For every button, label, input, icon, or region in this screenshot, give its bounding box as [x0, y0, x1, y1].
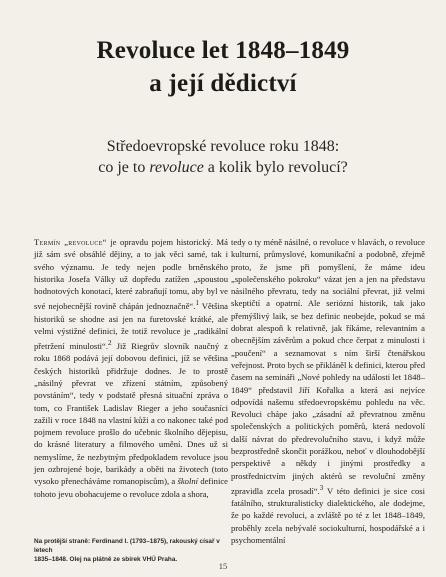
right-paragraph	[231, 236, 425, 546]
left-text-2: Většina historiků se shodne asi jen na furetovské krátké, ale velmi výstižné definici, že totiž revoluce je „radikální přetržení minulosti“.	[34, 301, 228, 352]
footnote-marker-3: 3	[319, 483, 324, 492]
left-emphasis: školní	[177, 476, 199, 487]
chapter-title-line-1: Revoluce let 1848–1849	[96, 37, 350, 64]
chapter-title	[0, 34, 446, 100]
left-paragraph	[34, 236, 228, 500]
subtitle-emphasis: revoluce	[149, 159, 204, 176]
right-text-column	[231, 236, 425, 546]
footnote-marker-1: 1	[195, 299, 199, 308]
section-subtitle	[0, 136, 446, 178]
left-text-1: je opravdu pojem historický. Má již sám své obsáhlé dějiny, a to jak věci samé, tak i svého významu. Je tedy nejen podle brněnského historika Josefa Války už dopředu zatížen „spoustou hodnotových konotací, které zabraňují tomu, aby byl ve své nejobecnější rovině chápán jednoznačně“.	[34, 237, 228, 312]
subtitle-text-post: a kolik bylo revolucí?	[203, 159, 348, 176]
footnote-marker-2: 2	[108, 339, 112, 348]
left-text-3: Již Riegrův slovník naučný z roku 1868 podává její dobovou definici, jíž se většina českých historiků přidržuje dodnes. Je to prostě „násilný převrat ve zřízení státním, způsobený povstáním“, tedy v podstatě přesná situační zpráva o tom, co František Ladislav Rieger a jeho současníci zažili v roce 1848 na vlastní kůži a co nakonec také pod pojmem revoluce prošlo do učebnic školního dějepisu, do krásné literatury a filmového umění. Dnes už si nemyslíme, že nezbytným předpokladem revoluce jsou jen ozbrojené boje, barikády a oběti na životech (toto vysoko přenecháváme romanopiscům), a	[34, 341, 228, 487]
subtitle-text-pre: co je to	[98, 159, 150, 176]
right-text-1: tedy o ty méně násilné, o revoluce v hlavách, o revoluce kulturní, průmyslové, komunikační a podobně, zřejmě proto, že jsme při pomyšlení, že máme ideu „společenského pokroku“ vázat jen a jen na představu násilného převratu, tedy na sociální převrat, již velmi skeptičtí a opatrní. Ale seriózní historik, tak jako přemýšlivý laik, se bez definic neobejde, pokud se má dobrat alespoň k relativně, jak říkáme, relevantním a obecnějším závěrům a pokud chce čerpat z minulosti i „poučení“ a seznamovat s ním širší čtenářskou veřejnost. Proto bych se přikláněl k definici, kterou před časem na semináři „Nové pohledy na události let 1848–1849“ představil Jiří Kořalka a která asi nejvíce odpovídá našemu středoevropskému pohledu na věc. Revoluci chápe jako „zásadní až převratnou změnu společenských a politických poměrů, která nedovolí další návrat do předrevolučního stavu, i když může bezprostředně skončit porážkou, neboť v dlouhodobější perspektivě a někdy i jinými prostředky a prostřednictvím jiných aktérů se revoluční změny zpravidla zcela prosadí“.	[231, 237, 425, 496]
left-text-column	[34, 236, 228, 500]
caption-line-1: Na protější straně: Ferdinand I. (1793–1875), rakouský císař v letech	[34, 538, 220, 555]
lead-term: Termín „revoluce“	[34, 237, 107, 247]
page-number: 15	[218, 561, 228, 571]
left-text-4: definice tohoto jevu obohacujeme o revoluce zdola a shora,	[34, 476, 228, 499]
chapter-title-line-2: a její dědictví	[149, 70, 297, 97]
section-subtitle-line-2	[0, 157, 446, 178]
section-subtitle-line-1: Středoevropské revoluce roku 1848:	[106, 138, 340, 155]
right-text-2: V této definici je sice cosi fatálního, strukturalisticky dialektického, ale dodejme, že po každé revoluci, a zvláště po té z let 1848–1849, proběhly zcela nebývalé sociokulturní, hospodářské a i psychomentální	[231, 485, 425, 545]
caption-line-2: 1835–1848. Olej na plátně ze sbírek VHÚ Praha.	[34, 556, 178, 564]
